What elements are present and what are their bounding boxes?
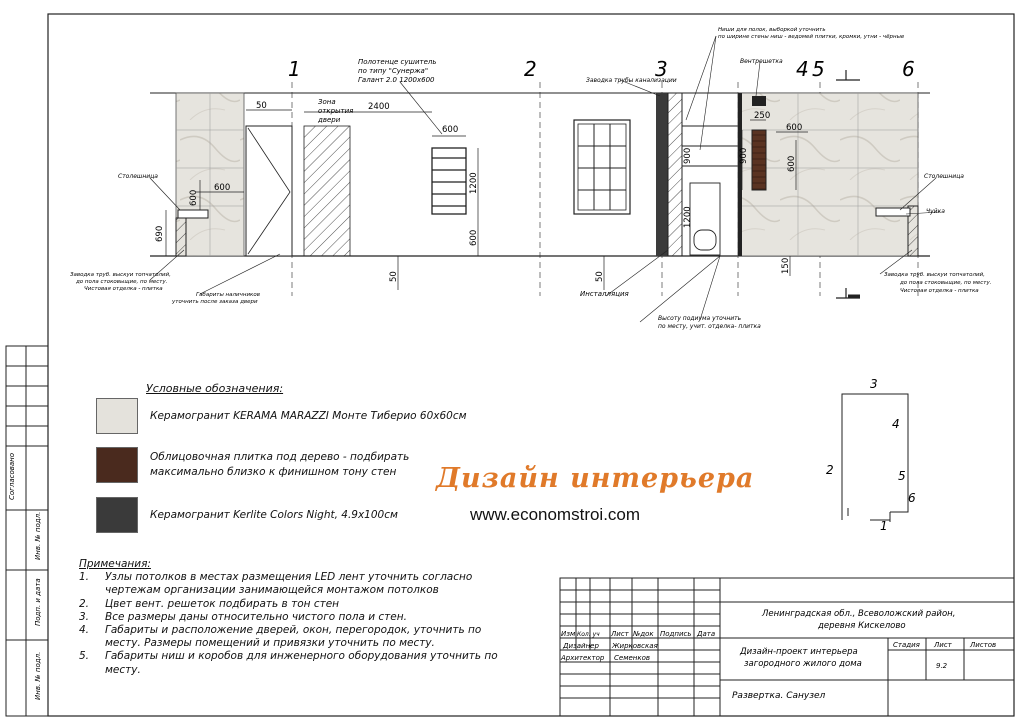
side-stamp-column [6, 346, 48, 716]
vent-grille [752, 96, 766, 106]
tb-architect-role: Архитектор [561, 654, 605, 662]
note-gabarit-2: уточнить после заказа двери [172, 299, 258, 305]
tb-col-date: Дата [697, 630, 716, 638]
site-url: www.economstroi.com [470, 505, 641, 524]
axis-3: 3 [655, 57, 668, 81]
towel-warmer [432, 148, 466, 214]
tb-address-1: Ленинградская обл., Всеволожский район, [762, 609, 956, 619]
note-towel-2: по типу "Сунержа" [358, 67, 429, 75]
stamp-agreed: Согласовано [8, 452, 16, 500]
door-zone [304, 126, 350, 256]
legend-swatch-wood [96, 447, 138, 483]
note-pipes-right-1: Заводка труб. выскуи топчатолий, [884, 272, 985, 278]
note-mirror-right: Чуйка [926, 208, 945, 215]
window [574, 120, 630, 214]
tb-designer-role: Дизайнер [563, 642, 599, 650]
note-niches-2: по ширине стены ниш - ведомей плитки, кромки, утни - чёрные [718, 34, 905, 40]
dim-600c: 600 [214, 183, 231, 193]
tb-architect-name: Семенков [614, 654, 650, 662]
pipe-box-left [176, 218, 186, 256]
note-pipes-right-2: до пола стоковыщие, по месту. [900, 280, 992, 286]
key-plan [842, 394, 908, 522]
sink-left [178, 210, 208, 218]
notes-title: Примечания: [79, 558, 151, 570]
axis-6: 6 [902, 57, 915, 81]
pipe-box-mid [668, 93, 682, 256]
tb-col-sign: Подпись [660, 630, 692, 638]
note-pipes-right-3: Чистовая отделка - плитка [900, 288, 979, 294]
legend-text-dark: Керамогранит Kerlite Colors Night, 4.9х100см [150, 508, 398, 521]
stamp-inv1: Инв. № подл. [34, 511, 42, 560]
tb-sheet-title: Развертка. Санузел [732, 691, 826, 701]
keyplan-1: 1 [880, 519, 888, 533]
axis-2: 2 [524, 57, 537, 81]
note-podium-1: Высоту подиума уточнить [658, 315, 742, 322]
dim-600e: 600 [786, 123, 803, 133]
keyplan-3: 3 [870, 377, 878, 391]
stamp-sign: Подп. и дата [34, 578, 42, 626]
note-podium-2: по месту, учит. отделка- плитка [658, 323, 761, 330]
brand-title: Дизайн интерьера [436, 463, 755, 494]
legend-text-wood: Облицовочная плитка под дерево - подбирать максимально близко к финишном тону стен [150, 451, 410, 478]
tb-list: Лист [934, 641, 952, 649]
keyplan-4: 4 [892, 417, 900, 431]
dim-600b: 600 [469, 229, 479, 246]
note-niches-1: Ниши для полок, выборкой уточнить [718, 27, 826, 33]
dim-150: 150 [781, 257, 791, 274]
dim-50b: 50 [389, 271, 399, 282]
dim-600d: 600 [189, 189, 199, 206]
note-vent: Вентрешетка [740, 58, 783, 65]
note-zone-3: двери [318, 116, 341, 124]
tb-col-kol: Кол. уч [577, 631, 600, 638]
note-towel-1: Полотенце сушитель [358, 58, 437, 66]
dim-50c: 50 [595, 271, 605, 282]
note-item: 4. Габариты и расположение дверей, окон, перегородок, уточнить по месту. Размеры помещений и привязки уточнить по месту. [79, 624, 482, 650]
dim-600f: 600 [787, 155, 797, 172]
tb-col-list: Лист [611, 630, 629, 638]
dim-50a: 50 [256, 101, 267, 111]
tb-col-izm: Изм [561, 630, 576, 638]
stamp-inv2: Инв. № подл. [34, 651, 42, 700]
note-pipes-left-1: Заводка труб. выскуи топчатолий, [70, 272, 171, 278]
tb-col-ndok: №док [633, 630, 654, 638]
sink-right [876, 208, 910, 216]
note-sewer: Заводка трубы канализации [586, 77, 677, 84]
note-item: 1. Узлы потолков в местах размещения LED лент уточнить согласно чертежам организации занимающейся монтажом потолков [79, 571, 473, 597]
legend-swatch-dark [96, 497, 138, 533]
note-gabarit-1: Габариты наличников [196, 292, 260, 298]
legend-item-wood [96, 447, 409, 483]
tb-designer-name: Жирковская [612, 642, 658, 650]
tb-stage: Стадия [893, 641, 920, 649]
dim-1200b: 1200 [683, 206, 693, 228]
legend-swatch-marble [96, 398, 138, 434]
note-zone-1: Зона [318, 98, 336, 106]
axis-4: 4 [796, 57, 809, 81]
axis-5: 5 [812, 57, 825, 81]
tb-address-2: деревня Кискелово [818, 621, 906, 631]
note-install: Инсталляция [580, 290, 629, 298]
note-counter-left: Столешница [118, 173, 158, 180]
dim-2400: 2400 [368, 102, 390, 112]
legend-item-dark [96, 497, 398, 533]
dim-250: 250 [754, 111, 771, 121]
legend-text-marble: Керамогранит KERAMA MARAZZI Монте Тиберио 60х60см [150, 409, 467, 422]
dim-690: 690 [155, 225, 165, 242]
note-item: 2. Цвет вент. решеток подбирать в тон стен [79, 597, 340, 610]
keyplan-5: 5 [898, 469, 906, 483]
note-zone-2: открытия [318, 107, 354, 115]
note-counter-right: Столешница [924, 173, 964, 180]
note-item: 3. Все размеры даны относительно чистого пола и стен. [79, 610, 407, 623]
dim-900a: 900 [683, 147, 693, 164]
note-pipes-left-3: Чистовая отделка - плитка [84, 286, 163, 292]
dark-tile-column [656, 93, 668, 256]
dim-600a: 600 [442, 125, 459, 135]
niches [682, 126, 738, 255]
tb-sheet-no: 9.2 [936, 662, 948, 670]
notes-block [79, 558, 499, 677]
dim-900b: 900 [739, 147, 749, 164]
door [246, 126, 292, 256]
note-pipes-left-2: до пола стоковыщие, по месту. [76, 279, 168, 285]
tb-lists: Листов [970, 641, 997, 649]
keyplan-2: 2 [826, 463, 834, 477]
tb-project-2: загородного жилого дома [744, 659, 862, 669]
wood-niche [752, 130, 766, 190]
legend-title: Условные обозначения: [146, 382, 284, 395]
note-item: 5. Габариты ниш и коробов для инженерного оборудования уточнить по месту. [79, 650, 498, 676]
axis-1: 1 [288, 57, 301, 81]
dim-1200a: 1200 [469, 172, 479, 194]
tb-project-1: Дизайн-проект интерьера [740, 647, 858, 657]
note-towel-3: Галант 2.0 1200х600 [358, 76, 435, 84]
keyplan-6: 6 [908, 491, 916, 505]
legend-item-marble [96, 398, 467, 434]
